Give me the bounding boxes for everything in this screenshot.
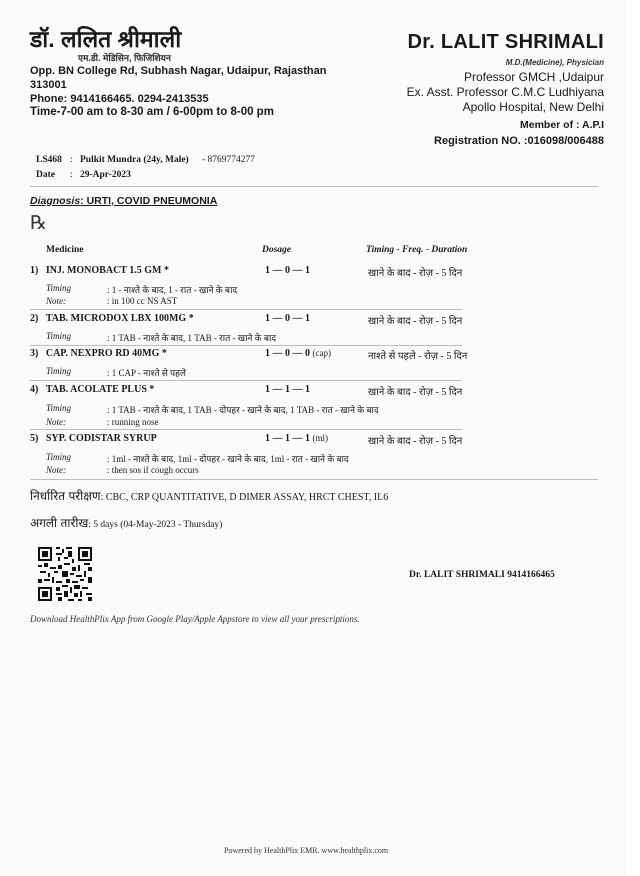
- header-dosage: Dosage: [262, 245, 292, 255]
- phone: Phone: 9414166465. 0294-2413535: [30, 93, 209, 105]
- patient-id: LS468: [36, 155, 62, 165]
- position-1: Professor GMCH ,Udaipur: [463, 70, 604, 84]
- patient-name: Pulkit Mundra (24y, Male): [80, 155, 189, 165]
- note-label: Note:: [46, 296, 66, 306]
- medicine-dosage: 1 — 1 — 1 (ml): [265, 433, 328, 444]
- timing-label: Timing: [46, 331, 72, 341]
- medicine-num: 3): [30, 348, 39, 359]
- medicine-dosage: 1 — 0 — 1: [265, 265, 310, 276]
- medicine-frequency: खाने के बाद - रोज़ - 5 दिन: [368, 387, 463, 398]
- registration-number: Registration NO. :016098/006488: [434, 135, 604, 147]
- row-divider: [30, 380, 462, 381]
- row-divider: [30, 309, 462, 310]
- doctor-name: Dr. LALIT SHRIMALI: [407, 31, 604, 53]
- medicine-row: [30, 384, 154, 395]
- timing-value: : 1ml - नाश्ते के बाद, 1ml - दोपहर - खाने के बाद, 1ml - रात - खाने के बाद: [107, 454, 349, 464]
- medicine-dosage: 1 — 1 — 1: [265, 384, 310, 395]
- divider: [30, 186, 598, 187]
- investigations: [30, 487, 388, 504]
- timing-label: Timing: [46, 366, 72, 376]
- note-value: : then sos if cough occurs: [107, 465, 199, 475]
- patient-phone: - 8769774277: [202, 155, 256, 165]
- member-of: Member of : A.P.I: [519, 119, 604, 131]
- medicine-frequency: नाश्ते से पहले - रोज़ - 5 दिन: [368, 351, 468, 362]
- medicine-dosage: 1 — 0 — 1: [265, 313, 310, 324]
- position-2: Ex. Asst. Professor C.M.C Ludhiyana: [406, 85, 604, 99]
- medicine-name: TAB. ACOLATE PLUS *: [45, 384, 155, 395]
- timing-value: : 1 TAB - नाश्ते के बाद, 1 TAB - दोपहर - खाने के बाद, 1 TAB - रात - खाने के बाद: [107, 405, 379, 415]
- header-medicine: Medicine: [46, 245, 84, 255]
- medicine-num: 4): [30, 384, 39, 395]
- followup: [30, 514, 222, 531]
- medicine-frequency: खाने के बाद - रोज़ - 5 दिन: [368, 436, 463, 447]
- qr-code: [38, 547, 92, 601]
- timing-label: Timing: [46, 403, 72, 413]
- clinic-timing: Time-7-00 am to 8-30 am / 6-00pm to 8-00 pm: [30, 106, 274, 118]
- investigations-items: : CBC, CRP QUANTITATIVE, D DIMER ASSAY, HRCT CHEST, IL6: [100, 492, 389, 503]
- timing-value: : 1 CAP - नाश्ते से पहले: [107, 368, 187, 378]
- date-sep: :: [70, 170, 73, 180]
- followup-value: : 5 days (04-May-2023 - Thursday): [88, 520, 223, 530]
- app-download-note: Download HealthPlix App from Google Play/Apple Appstore to view all your prescriptions.: [30, 614, 360, 624]
- medicine-dosage: 1 — 0 — 0 (cap): [265, 348, 331, 359]
- divider: [30, 479, 598, 480]
- prescription-date: 29-Apr-2023: [80, 170, 131, 180]
- diagnosis: [30, 195, 217, 207]
- medicine-row: [30, 265, 169, 276]
- investigations-label: निर्धारित परीक्षण: [30, 489, 101, 503]
- medicine-row: [30, 433, 157, 444]
- note-label: Note:: [46, 465, 66, 475]
- signature: Dr. LALIT SHRIMALI 9414166465: [409, 570, 555, 580]
- doctor-degree: M.D.(Medicine), Physician: [505, 58, 604, 67]
- note-label: Note:: [46, 417, 66, 427]
- rx-icon: ℞: [30, 213, 48, 234]
- patient-sep: :: [70, 155, 73, 165]
- medicine-frequency: खाने के बाद - रोज़ - 5 दिन: [368, 268, 463, 279]
- timing-label: Timing: [46, 283, 72, 293]
- medicine-row: [30, 313, 194, 324]
- degree-hindi: एम.डी. मेडिसिन, फिजिशियन: [78, 53, 171, 63]
- footer: Powered by HealthPlix EMR. www.healthplix.com: [224, 846, 389, 855]
- address-line1: Opp. BN College Rd, Subhash Nagar, Udaipur, Rajasthan: [30, 65, 327, 77]
- medicine-row: [30, 348, 167, 359]
- medicine-name: CAP. NEXPRO RD 40MG *: [45, 348, 167, 359]
- header-timing: Timing - Freq. - Duration: [366, 245, 468, 255]
- medicine-name: INJ. MONOBACT 1.5 GM *: [45, 265, 169, 276]
- position-3: Apollo Hospital, New Delhi: [462, 100, 604, 114]
- timing-label: Timing: [46, 452, 72, 462]
- medicine-name: SYP. CODISTAR SYRUP: [45, 433, 157, 444]
- address-line2: 313001: [30, 79, 67, 91]
- followup-label: अगली तारीख: [30, 516, 89, 530]
- timing-value: : 1 - नाश्ते के बाद, 1 - रात - खाने के बाद: [107, 285, 238, 295]
- doctor-name-hindi: डॉ. ललित श्रीमाली: [30, 26, 182, 52]
- medicine-frequency: खाने के बाद - रोज़ - 5 दिन: [368, 316, 463, 327]
- note-value: : running nose: [107, 417, 159, 427]
- date-label: Date: [36, 170, 55, 180]
- diagnosis-label: Diagnosis: [30, 195, 81, 207]
- medicine-num: 1): [30, 265, 39, 276]
- medicine-num: 5): [30, 433, 39, 444]
- diagnosis-value: : URTI, COVID PNEUMONIA: [80, 195, 218, 207]
- timing-value: : 1 TAB - नाश्ते के बाद, 1 TAB - रात - खाने के बाद: [107, 333, 277, 343]
- note-value: : in 100 cc NS AST: [107, 296, 178, 306]
- row-divider: [30, 429, 462, 430]
- medicine-name: TAB. MICRODOX LBX 100MG *: [45, 313, 194, 324]
- row-divider: [30, 345, 462, 346]
- medicine-num: 2): [30, 313, 39, 324]
